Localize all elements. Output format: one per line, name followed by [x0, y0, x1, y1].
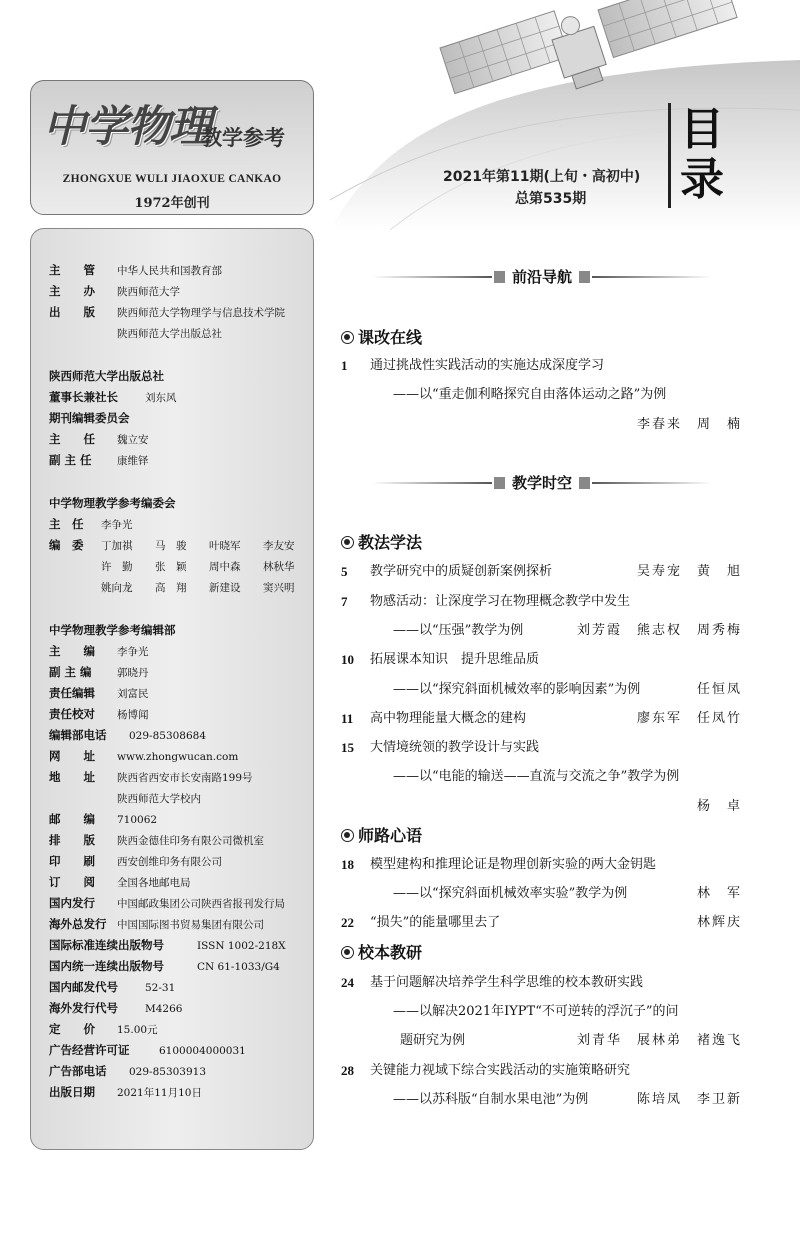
info-row: 海外发行代号 M4266: [49, 1001, 183, 1015]
column-banner-frontier: [372, 268, 712, 286]
journal-pinyin: ZHONGXUE WULI JIAOXUE CANKAO: [62, 173, 282, 185]
article-authors: 林 军: [696, 886, 742, 901]
info-row: 广告部电话 029-85303913: [49, 1064, 207, 1078]
article-page: 11: [341, 711, 354, 726]
article-page: 5: [341, 564, 348, 579]
info-row: 网 址 www.zhongwucan.com: [49, 749, 239, 763]
article-title[interactable]: 关键能力视域下综合实践活动的实施策略研究: [370, 1063, 631, 1078]
article-title[interactable]: 基于问题解决培养学生科学思维的校本教研实践: [370, 975, 644, 990]
article-title[interactable]: 模型建构和推理论证是物理创新实验的两大金钥匙: [370, 857, 657, 872]
editorial-heading: 中学物理教学参考编辑部: [49, 623, 176, 637]
article-authors: 林辉庆: [696, 915, 742, 930]
info-row: 国际标准连续出版物号 ISSN 1002-218X: [49, 938, 286, 952]
info-row: 主 管 中华人民共和国教育部: [49, 263, 222, 277]
article-title[interactable]: “损失”的能量哪里去了: [370, 915, 501, 930]
article-page: 10: [341, 652, 354, 667]
info-row: 副 主 任 康维铎: [49, 453, 149, 467]
info-row: 主 任 李争光: [49, 517, 133, 531]
info-row: 出 版 陕西师范大学物理学与信息技术学院: [49, 305, 285, 319]
issue-total-number: 总第535期: [515, 191, 587, 207]
info-row: 广告经营许可证 6100004000031: [49, 1043, 246, 1057]
journal-logo-subtitle: 教学参考: [201, 126, 285, 150]
article-page: 15: [341, 740, 354, 755]
article-authors: 吴寿宠 黄 旭: [636, 564, 742, 579]
article-page: 7: [341, 594, 348, 609]
board-members-row: 姚向龙 高 翔 新建设 窦兴明: [101, 582, 295, 594]
info-row: 邮 编 710062: [49, 812, 158, 826]
article-authors: 陈培凤 李卫新: [636, 1092, 742, 1107]
info-row: 责任编辑 刘富民: [49, 686, 149, 700]
target-bullet-icon: [341, 829, 354, 842]
section-title: 师路心语: [358, 826, 423, 845]
contents-title-char-2: 录: [680, 154, 724, 205]
article-title[interactable]: 物感活动：让深度学习在物理概念教学中发生: [370, 594, 631, 609]
info-row: 陕西师范大学出版总社: [117, 328, 222, 340]
article-subtitle: ——以“探究斜面机械效率的影响因素”为例: [393, 682, 641, 697]
target-bullet-icon: [341, 331, 354, 344]
section-heading: [341, 826, 422, 846]
info-row: 责任校对 杨博闻: [49, 707, 149, 721]
article-subtitle: ——以解决2021年IYPT“不可逆转的浮沉子”的问: [393, 1004, 679, 1019]
article-title[interactable]: 高中物理能量大概念的建构: [370, 711, 527, 726]
article-subtitle: ——以“压强”教学为例: [393, 623, 524, 638]
section-heading: [341, 328, 422, 348]
column-banner-teaching: [372, 474, 712, 492]
target-bullet-icon: [341, 536, 354, 549]
info-row: 排 版 陕西金德佳印务有限公司微机室: [49, 833, 264, 847]
article-page: 22: [341, 915, 354, 930]
contents-title-char-1: 目: [680, 104, 724, 155]
article-title[interactable]: 大情境统领的教学设计与实践: [370, 740, 540, 755]
article-page: 28: [341, 1063, 354, 1078]
article-page: 1: [341, 358, 348, 373]
info-row: 国内邮发代号 52-31: [49, 980, 176, 994]
article-title[interactable]: 通过挑战性实践活动的实施达成深度学习: [370, 358, 605, 373]
info-row: 国内发行 中国邮政集团公司陕西省报刊发行局: [49, 896, 285, 910]
article-authors: 廖东军 任凤竹: [636, 711, 742, 726]
masthead-logo-box: [30, 80, 314, 215]
section-heading: [341, 943, 422, 963]
article-title[interactable]: 教学研究中的质疑创新案例探析: [370, 564, 553, 579]
article-subtitle: ——以“重走伽利略探究自由落体运动之路”为例: [393, 387, 667, 402]
issue-number: 2021年第11期(上旬・高初中): [443, 169, 641, 185]
info-row: 主 办 陕西师范大学: [49, 284, 180, 298]
journal-logo: 中学物理: [43, 102, 211, 152]
board-heading: 中学物理教学参考编委会: [49, 496, 176, 510]
info-row: 主 任 魏立安: [49, 432, 149, 446]
section-title: 课改在线: [358, 328, 423, 347]
publication-info-panel: [30, 228, 314, 1150]
info-row: 印 刷 西安创维印务有限公司: [49, 854, 222, 868]
info-row: 出版日期 2021年11月10日: [49, 1085, 202, 1099]
article-authors: 杨 卓: [696, 799, 742, 814]
board-members-row: 许 勤 张 颖 周中森 林秋华: [101, 561, 295, 573]
article-subtitle-continued: 题研究为例: [400, 1033, 466, 1048]
article-authors: 刘青华 展林弟 褚逸飞: [576, 1033, 742, 1048]
contents-title-rule: [668, 103, 671, 208]
article-authors: 刘芳霞 熊志权 周秀梅: [576, 623, 742, 638]
info-row: 陕西师范大学校内: [117, 793, 201, 805]
publisher-heading: 陕西师范大学出版总社: [49, 369, 164, 383]
article-subtitle: ——以“探究斜面机械效率实验”教学为例: [393, 886, 628, 901]
info-row: 副 主 编 郭晓丹: [49, 665, 149, 679]
article-title[interactable]: 拓展课本知识 提升思维品质: [370, 652, 540, 667]
info-row: 订 阅 全国各地邮电局: [49, 875, 191, 889]
info-row: 董事长兼社长 刘东风: [49, 390, 177, 404]
article-page: 24: [341, 975, 354, 990]
info-row: 主 编 李争光: [49, 644, 149, 658]
column-banner-label: 教学时空: [511, 474, 572, 492]
target-bullet-icon: [341, 946, 354, 959]
info-row: 定 价 15.00元: [49, 1022, 158, 1036]
board-members-row: 编 委 丁加祺 马 骏 叶晓军 李友安: [49, 538, 295, 552]
section-title: 校本教研: [358, 943, 423, 962]
journal-founded: 1972年创刊: [134, 196, 210, 211]
article-subtitle: ——以苏科版“自制水果电池”为例: [393, 1092, 589, 1107]
info-row: 海外总发行 中国国际图书贸易集团有限公司: [49, 917, 264, 931]
info-row: 编辑部电话 029-85308684: [49, 728, 207, 742]
article-authors: 任恒凤: [696, 682, 742, 697]
info-row: 地 址 陕西省西安市长安南路199号: [49, 770, 253, 784]
article-page: 18: [341, 857, 354, 872]
committee-heading: 期刊编辑委员会: [49, 411, 130, 425]
info-row: 国内统一连续出版物号 CN 61-1033/G4: [49, 959, 280, 973]
section-heading: [341, 533, 422, 553]
section-title: 教法学法: [358, 533, 423, 552]
article-subtitle: ——以“电能的输送——直流与交流之争”教学为例: [393, 769, 680, 784]
column-banner-label: 前沿导航: [511, 268, 572, 286]
article-authors: 李春来 周 楠: [636, 417, 742, 432]
